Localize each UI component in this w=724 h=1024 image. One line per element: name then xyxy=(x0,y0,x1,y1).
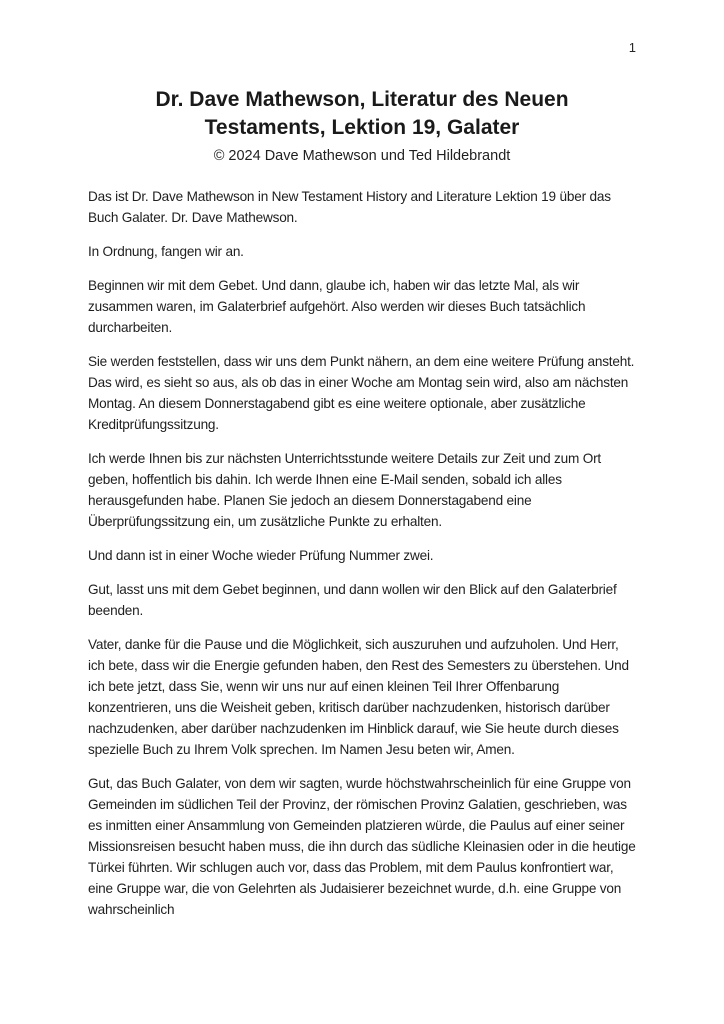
paragraph: Das ist Dr. Dave Mathewson in New Testament History and Literature Lektion 19 über das Buch Galater. Dr. Dave Mathewson. xyxy=(88,189,611,225)
paragraph: Vater, danke für die Pause und die Möglichkeit, sich auszuruhen und aufzuholen. Und Herr, ich bete, dass wir die Energie gefunden haben, den Rest des Semesters zu überstehen. Und ich bete jetzt, dass Sie, wenn wir uns nur auf einen kleinen Teil Ihrer Offenbarung konzentrieren, uns die Weisheit geben, kritisch darüber nachzudenken, historisch darüber nachzudenken, aber darüber nachzudenken im Hinblick darauf, wie Sie heute durch dieses spezielle Buch zu Ihrem Volk sprechen. Im Namen Jesu beten wir, Amen. xyxy=(88,637,629,757)
paragraph: Und dann ist in einer Woche wieder Prüfung Nummer zwei. xyxy=(88,548,434,563)
document-title-line-2: Testaments, Lektion 19, Galater xyxy=(204,116,520,139)
paragraph: In Ordnung, fangen wir an. xyxy=(88,244,244,259)
document-body xyxy=(88,186,636,920)
paragraph: Gut, lasst uns mit dem Gebet beginnen, und dann wollen wir den Blick auf den Galaterbrief beenden. xyxy=(88,582,617,618)
paragraph: Sie werden feststellen, dass wir uns dem Punkt nähern, an dem eine weitere Prüfung ansteht. Das wird, es sieht so aus, als ob das in einer Woche am Montag sein wird, also am nächsten Montag. An diesem Donnerstagabend gibt es eine weitere optionale, aber zusätzliche Kreditprüfungssitzung. xyxy=(88,354,635,432)
page-number: 1 xyxy=(628,40,636,55)
document-title xyxy=(60,86,664,142)
paragraph: Ich werde Ihnen bis zur nächsten Unterrichtsstunde weitere Details zur Zeit und zum Ort geben, hoffentlich bis dahin. Ich werde Ihnen eine E-Mail senden, sobald ich alles herausgefunden habe. Planen Sie jedoch an diesem Donnerstagabend eine Überprüfungssitzung ein, um zusätzliche Punkte zu erhalten. xyxy=(88,451,601,529)
paragraph: Gut, das Buch Galater, von dem wir sagten, wurde höchstwahrscheinlich für eine Gruppe von Gemeinden im südlichen Teil der Provinz, der römischen Provinz Galatien, geschrieben, was es inmitten einer Ansammlung von Gemeinden platzieren würde, die Paulus auf einer seiner Missionsreisen besucht haben muss, die ihn durch das südliche Kleinasien oder in die heutige Türkei führten. Wir schlugen auch vor, dass das Problem, mit dem Paulus konfrontiert war, eine Gruppe war, die von Gelehrten als Judaisierer bezeichnet wurde, d.h. eine Gruppe von wahrscheinlich xyxy=(88,776,636,917)
paragraph: Beginnen wir mit dem Gebet. Und dann, glaube ich, haben wir das letzte Mal, als wir zusammen waren, im Galaterbrief aufgehört. Also werden wir dieses Buch tatsächlich durcharbeiten. xyxy=(88,278,586,335)
document-title-line-1: Dr. Dave Mathewson, Literatur des Neuen xyxy=(155,88,569,111)
copyright-line: © 2024 Dave Mathewson und Ted Hildebrandt xyxy=(213,148,511,164)
